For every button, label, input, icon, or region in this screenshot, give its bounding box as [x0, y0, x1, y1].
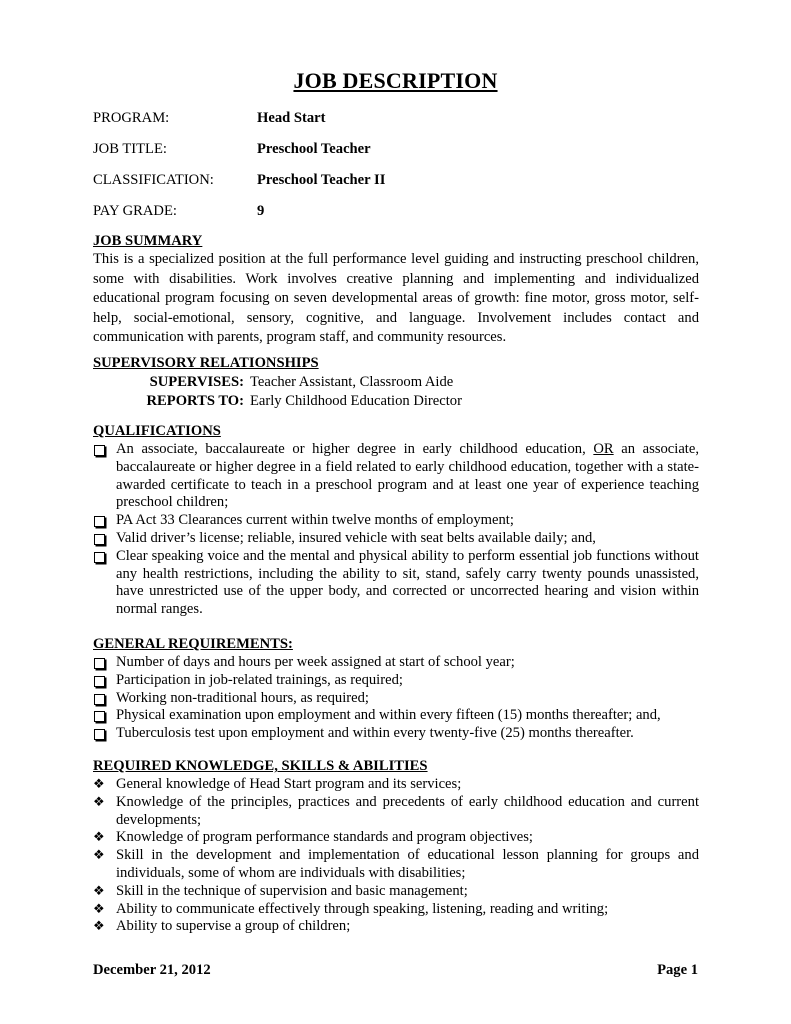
qualifications-list [93, 441, 699, 619]
item-text: Ability to supervise a group of children; [116, 918, 351, 935]
item-text: Working non-traditional hours, as required; [116, 689, 369, 706]
general-requirements-heading: GENERAL REQUIREMENTS: [93, 636, 293, 652]
list-item [93, 776, 699, 794]
field-program [93, 110, 326, 127]
diamond-bullet-icon: ❖ [93, 919, 105, 935]
field-value: Preschool Teacher II [257, 172, 386, 188]
field-label: JOB TITLE: [93, 141, 167, 157]
item-text: an associate, baccalaureate or higher degree in a field related to early childhood education, together with a state-awarded certificate to teach in a preschool program and at least one year of experience teaching preschool children; [116, 441, 699, 511]
diamond-bullet-icon: ❖ [93, 883, 105, 899]
field-value: Preschool Teacher [257, 141, 371, 157]
item-text: Number of days and hours per week assigned at start of school year; [116, 654, 515, 670]
item-text: Physical examination upon employment and within every fifteen (15) months thereafter; and, [116, 707, 661, 724]
field-classification [93, 172, 385, 189]
field-pay-grade [93, 203, 264, 220]
diamond-bullet-icon: ❖ [93, 830, 105, 846]
qualifications-heading: QUALIFICATIONS [93, 423, 221, 439]
diamond-bullet-icon: ❖ [93, 901, 105, 917]
or-emphasis: OR [593, 441, 614, 457]
field-value: 9 [257, 203, 265, 219]
general-requirements-list [93, 654, 699, 743]
supervises-row [134, 374, 453, 391]
ksa-heading: REQUIRED KNOWLEDGE, SKILLS & ABILITIES [93, 758, 428, 774]
list-item [93, 654, 699, 672]
reports-to-label: REPORTS TO: [146, 393, 244, 409]
item-text: An associate, baccalaureate or higher degree in early childhood education, [116, 441, 586, 457]
field-job-title [93, 141, 371, 158]
list-item [93, 512, 699, 530]
field-value: Head Start [257, 110, 326, 126]
list-item [93, 690, 699, 708]
item-text: Clear speaking voice and the mental and physical ability to perform essential job functions without any health restrictions, including the ability to sit, stand, safely carry twenty pounds unassisted, have unrestricted use of the upper body, and corrected or uncorrected hearing and vision within normal ranges. [116, 547, 699, 618]
reports-to-value: Early Childhood Education Director [250, 393, 462, 409]
item-text: Knowledge of program performance standards and program objectives; [116, 829, 533, 846]
item-text: Ability to communicate effectively through speaking, listening, reading and writing; [116, 900, 609, 917]
list-item [93, 530, 699, 548]
field-label: PROGRAM: [93, 110, 170, 126]
list-item [93, 794, 699, 830]
list-item [93, 707, 699, 725]
item-text: Valid driver’s license; reliable, insured vehicle with seat belts available daily; and, [116, 529, 596, 546]
reports-to-row [134, 393, 462, 410]
item-text: Skill in the technique of supervision and basic management; [116, 882, 468, 899]
list-item [93, 725, 699, 743]
item-text: Knowledge of the principles, practices and precedents of early childhood education and current developments; [116, 793, 699, 828]
supervises-label: SUPERVISES: [149, 374, 244, 390]
list-item [93, 847, 699, 883]
item-text: Skill in the development and implementation of educational lesson planning for groups and individuals, some of whom are individuals with disabilities; [116, 847, 699, 881]
diamond-bullet-icon: ❖ [93, 777, 105, 792]
diamond-bullet-icon: ❖ [93, 848, 105, 864]
job-summary-text: This is a specialized position at the full performance level guiding and instructing preschool children, some with disabilities. Work involves creative planning and implementing and individualized educational program focusing on seven developmental areas of growth: fine motor, gross motor, self-help, social-emotional, sensory, cognitive, and language. Involvement includes contact and communication with parents, program staff, and community resources. [93, 251, 699, 346]
list-item [93, 918, 699, 936]
supervisory-heading: SUPERVISORY RELATIONSHIPS [93, 355, 319, 371]
document-title: JOB DESCRIPTION [293, 68, 498, 93]
list-item [93, 548, 699, 619]
list-item [93, 901, 699, 919]
footer-date: December 21, 2012 [93, 962, 211, 978]
list-item [93, 829, 699, 847]
item-text: PA Act 33 Clearances current within twelve months of employment; [116, 512, 514, 529]
diamond-bullet-icon: ❖ [93, 794, 105, 810]
list-item [93, 883, 699, 901]
list-item [93, 441, 699, 512]
ksa-list [93, 776, 699, 936]
field-label: PAY GRADE: [93, 203, 177, 219]
job-summary-heading: JOB SUMMARY [93, 233, 203, 249]
footer-page-number: Page 1 [657, 962, 698, 978]
supervises-value: Teacher Assistant, Classroom Aide [250, 374, 454, 390]
list-item [93, 672, 699, 690]
field-label: CLASSIFICATION: [93, 172, 214, 188]
item-text: Tuberculosis test upon employment and within every twenty-five (25) months thereafter. [116, 725, 634, 742]
item-text: Participation in job-related trainings, as required; [116, 671, 403, 688]
item-text: General knowledge of Head Start program and its services; [116, 776, 462, 792]
